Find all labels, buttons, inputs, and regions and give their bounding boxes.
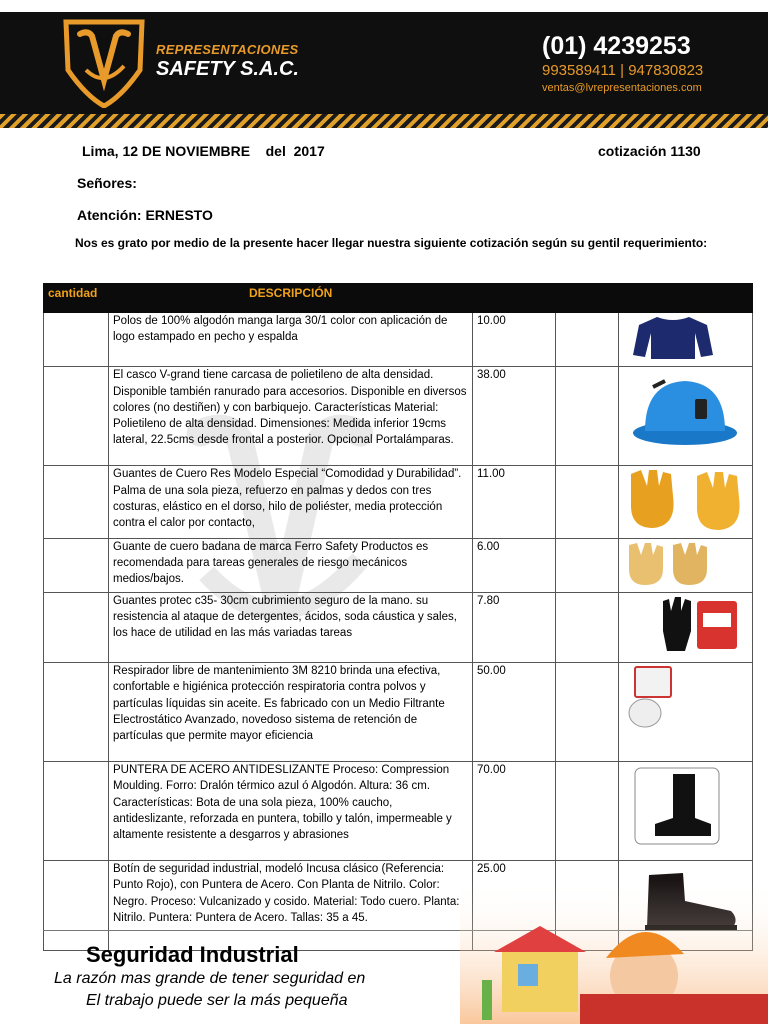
column-header-total bbox=[556, 284, 619, 313]
attention-line: Atención: ERNESTO bbox=[77, 207, 213, 223]
description-cell: Guantes de Cuero Res Modelo Especial “Comodidad y Durabilidad”. Palma de una sola pieza, refuerzo en palmas y dedos con tres costuras, elástico en el dorso, hilo de poliéster, media protección contra el calor por contacto, bbox=[109, 466, 473, 538]
salutation: Señores: bbox=[77, 175, 137, 191]
column-header-description: DESCRIPCIÓN bbox=[109, 284, 473, 313]
description-cell: Polos de 100% algodón manga larga 30/1 color con aplicación de logo estampado en pecho y espalda bbox=[109, 313, 473, 367]
child-safety-illustration bbox=[460, 880, 768, 1024]
product-image-cell bbox=[619, 592, 753, 662]
product-image-cell bbox=[619, 367, 753, 466]
price-cell: 25.00 bbox=[473, 861, 556, 951]
quantity-cell bbox=[44, 367, 109, 466]
quantity-cell bbox=[44, 313, 109, 367]
description-cell: Respirador libre de mantenimiento 3M 8210 brinda una efectiva, confortable e higiénica protección respiratoria contra polvos y partículas líquidas sin aceite. Es fabricado con un Medio Filtrante Electrostático Avanzado, novedoso sistema de retención de partículas que permite mayor eficiencia bbox=[109, 663, 473, 762]
total-cell bbox=[556, 313, 619, 367]
footer-tagline-1: La razón mas grande de tener seguridad en bbox=[54, 970, 366, 987]
price-cell: 38.00 bbox=[473, 367, 556, 466]
price-cell: 11.00 bbox=[473, 466, 556, 538]
total-cell bbox=[556, 367, 619, 466]
quantity-cell bbox=[44, 538, 109, 592]
contact-email: ventas@lvrepresentaciones.com bbox=[542, 82, 702, 94]
quantity-cell bbox=[44, 762, 109, 861]
product-image-cell bbox=[619, 762, 753, 861]
description-cell: Botín de seguridad industrial, modeló Incusa clásico (Referencia: Punto Rojo), con Puntera de Acero. Con Planta de Nitrilo. Color: Negro. Proceso: Vulcanizado y cosido. Material: Todo cuero. Planta: Nitrilo. Puntera: Puntera de Acero. Tallas: 35 a 45. bbox=[109, 861, 473, 951]
description-cell: El casco V-grand tiene carcasa de polietileno de alta densidad. Disponible también ranurado para accesorios. Disponible en diversos colores (no destiñen) y con barbiquejo. Características Material: Polietileno de alta densidad. Dimensiones: Medida inferior 19cms lateral, 22.5cms desde frontal a posterior. Opcional Portalámparas. bbox=[109, 367, 473, 466]
table-row bbox=[44, 538, 753, 592]
company-logo-shield bbox=[62, 18, 146, 108]
product-image-cell bbox=[619, 663, 753, 762]
table-row bbox=[44, 367, 753, 466]
footer-tagline-2: El trabajo puede ser la más pequeña bbox=[86, 992, 348, 1009]
quantity-cell bbox=[44, 861, 109, 951]
column-header-image bbox=[619, 284, 753, 313]
quantity-cell bbox=[44, 592, 109, 662]
price-cell: 6.00 bbox=[473, 538, 556, 592]
total-cell bbox=[556, 592, 619, 662]
total-cell bbox=[556, 663, 619, 762]
letterhead-stripe bbox=[0, 114, 768, 128]
phone-number: (01) 4239253 bbox=[542, 32, 691, 60]
quote-number: cotización 1130 bbox=[598, 143, 701, 159]
brand-name: SAFETY S.A.C. bbox=[156, 58, 299, 80]
table-row bbox=[44, 762, 753, 861]
quantity-cell bbox=[44, 663, 109, 762]
description-cell: Guante de cuero badana de marca Ferro Safety Productos es recomendada para tareas generales de riesgo mecánicos medios/bajos. bbox=[109, 538, 473, 592]
table-row bbox=[44, 663, 753, 762]
badana-gloves-icon bbox=[623, 539, 743, 587]
leather-gloves-icon bbox=[623, 466, 756, 532]
description-cell: PUNTERA DE ACERO ANTIDESLIZANTE Proceso: Compression Moulding. Forro: Dralón térmico azul ó Algodón. Altura: 36 cm. Características: Bota de una sola pieza, 100% caucho, antideslizante, reforzada en puntera, tobillo y talón, impermeable y altamente resistente a desgarros y abrasiones bbox=[109, 762, 473, 861]
product-image-cell bbox=[619, 313, 753, 367]
safety-helmet-icon bbox=[623, 367, 743, 457]
respirator-icon bbox=[623, 663, 683, 733]
description-cell: Guantes protec c35- 30cm cubrimiento seguro de la mano. su resistencia al ataque de detergentes, ácidos, soda cáustica y sales, los hace de utilidad en las más variadas tareas bbox=[109, 592, 473, 662]
price-cell: 70.00 bbox=[473, 762, 556, 861]
letter-date: Lima, 12 DE NOVIEMBRE del 2017 bbox=[82, 143, 325, 159]
footer-title: Seguridad Industrial bbox=[86, 942, 299, 967]
total-cell bbox=[556, 538, 619, 592]
table-header-row bbox=[44, 284, 753, 313]
intro-paragraph: Nos es grato por medio de la presente hacer llegar nuestra siguiente cotización según su gentil requerimiento: bbox=[75, 236, 708, 250]
table-row bbox=[44, 592, 753, 662]
rubber-boot-icon bbox=[633, 766, 733, 850]
quantity-cell bbox=[44, 466, 109, 538]
table-row bbox=[44, 313, 753, 367]
column-header-price bbox=[473, 284, 556, 313]
product-image-cell bbox=[619, 466, 753, 538]
company-brand bbox=[156, 42, 299, 81]
price-cell: 7.80 bbox=[473, 592, 556, 662]
price-cell: 10.00 bbox=[473, 313, 556, 367]
price-cell: 50.00 bbox=[473, 663, 556, 762]
quotation-table bbox=[43, 283, 753, 951]
rubber-gloves-icon bbox=[623, 593, 743, 657]
table-row bbox=[44, 466, 753, 538]
mobile-numbers: 993589411 | 947830823 bbox=[542, 62, 704, 79]
brand-subtitle: REPRESENTACIONES bbox=[156, 42, 299, 57]
product-image-cell bbox=[619, 538, 753, 592]
column-header-quantity: cantidad bbox=[44, 284, 109, 313]
total-cell bbox=[556, 466, 619, 538]
long-sleeve-shirt-icon bbox=[623, 313, 723, 361]
total-cell bbox=[556, 762, 619, 861]
